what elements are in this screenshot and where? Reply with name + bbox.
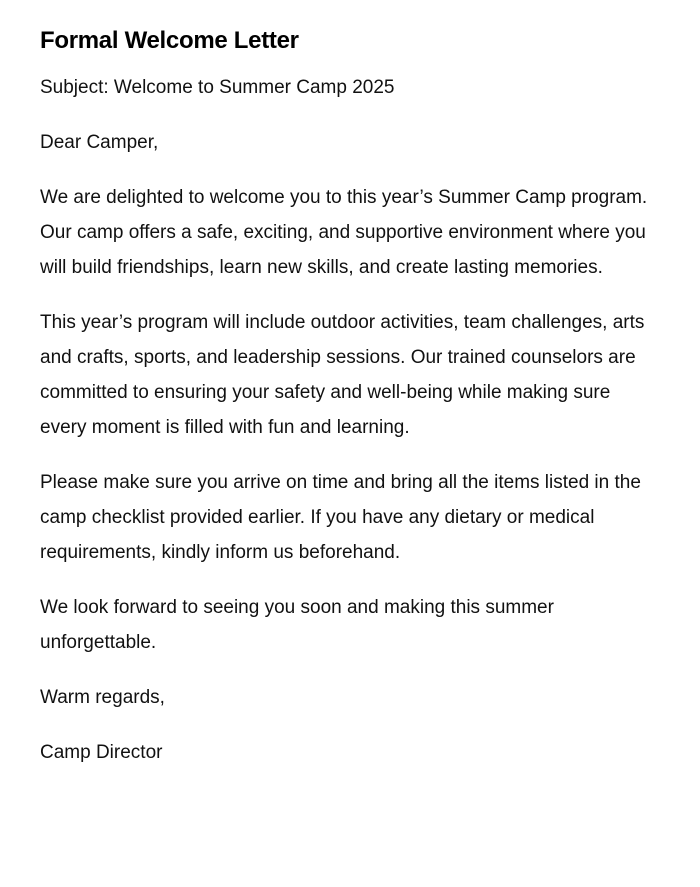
letter-title: Formal Welcome Letter	[40, 27, 299, 54]
letter-paragraph: Please make sure you arrive on time and bring all the items listed in the camp checklist provided earlier. If you have any dietary or medical requirements, kindly inform us beforehand.	[40, 472, 641, 563]
letter-paragraph: This year’s program will include outdoor activities, team challenges, arts and crafts, sports, and leadership sessions. Our trained counselors are committed to ensuring your safety and well-being while making sure every moment is filled with fun and learning.	[40, 312, 645, 438]
letter-paragraph: We are delighted to welcome you to this year’s Summer Camp program. Our camp offers a safe, exciting, and supportive environment where you will build friendships, learn new skills, and create lasting memories.	[40, 187, 648, 278]
letter-closing: Warm regards,	[40, 687, 165, 708]
letter-signature: Camp Director	[40, 742, 163, 763]
letter-subject: Subject: Welcome to Summer Camp 2025	[40, 77, 395, 98]
letter-greeting: Dear Camper,	[40, 132, 159, 153]
letter-paragraph: We look forward to seeing you soon and making this summer unforgettable.	[40, 597, 554, 653]
